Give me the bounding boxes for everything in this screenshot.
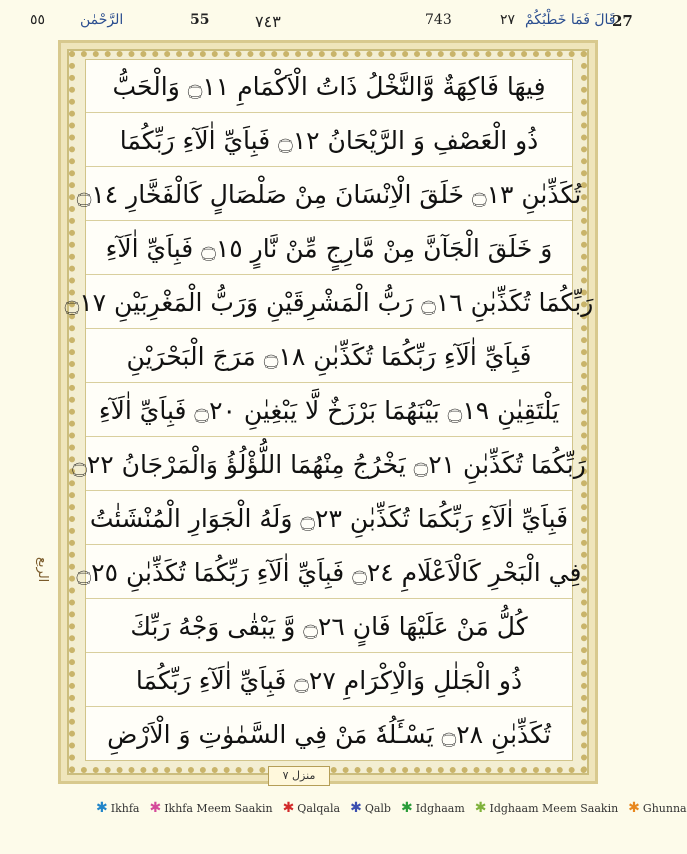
surah-number: 55 xyxy=(190,12,210,28)
manzil-label: منزل ٧ xyxy=(268,766,330,786)
quran-line-6: فَبِاَيِّ اٰلَآءِ رَبِّكُمَا تُكَذِّبٰنِ ۝١٨ مَرَجَ الْبَحْرَيْنِ xyxy=(86,330,572,383)
legend-label: Ikhfa xyxy=(110,801,140,815)
quran-line-5: رَبِّكُمَا تُكَذِّبٰنِ ۝١٦ رَبُّ الْمَشْرِقَيْنِ وَرَبُّ الْمَغْرِبَيْنِ ۝١٧ xyxy=(86,276,572,329)
asterisk-icon: ✱ xyxy=(400,800,413,816)
legend-item-qalqala xyxy=(283,801,341,815)
surah-name: الرَّحْمٰن xyxy=(80,12,124,28)
legend-item-ikhfa xyxy=(96,801,139,815)
juz-number-arabic: ٢٧ xyxy=(500,12,516,28)
legend-label: Ghunna xyxy=(642,801,687,815)
legend-item-idghaam-meem-saakin xyxy=(475,801,618,815)
quran-line-11: كُلُّ مَنْ عَلَيْهَا فَانٍ ۝٢٦ وَّ يَبْقٰى وَجْهُ رَبِّكَ xyxy=(86,600,572,653)
legend-label: Qalqala xyxy=(297,801,341,815)
surah-number-arabic: ٥٥ xyxy=(30,12,46,28)
page-number-arabic: ٧٤٣ xyxy=(255,12,281,31)
quran-line-3: تُكَذِّبٰنِ ۝١٣ خَلَقَ الْاِنْسَانَ مِنْ صَلْصَالٍ كَالْفَخَّارِ ۝١٤ xyxy=(86,168,572,221)
juz-number: 27 xyxy=(612,12,633,30)
asterisk-icon: ✱ xyxy=(282,800,295,816)
quran-line-12: ذُو الْجَلٰلِ وَالْاِكْرَامِ ۝٢٧ فَبِاَيِّ اٰلَآءِ رَبِّكُمَا xyxy=(86,654,572,707)
legend-label: Idghaam xyxy=(415,801,465,815)
ruku-marker: الربع xyxy=(35,557,50,583)
quran-line-10: فِي الْبَحْرِ كَالْاَعْلَامِ ۝٢٤ فَبِاَيِّ اٰلَآءِ رَبِّكُمَا تُكَذِّبٰنِ ۝٢٥ xyxy=(86,546,572,599)
quran-line-9: فَبِاَيِّ اٰلَآءِ رَبِّكُمَا تُكَذِّبٰنِ ۝٢٣ وَلَهُ الْجَوَارِ الْمُنْشَئٰتُ xyxy=(86,492,572,545)
juz-name: قَالَ فَمَا خَطْبُكُمْ xyxy=(525,12,616,28)
page-frame xyxy=(58,40,598,784)
quran-line-7: يَلْتَقِيٰنِ ۝١٩ بَيْنَهُمَا بَرْزَخٌ لَّا يَبْغِيٰنِ ۝٢٠ فَبِاَيِّ اٰلَآءِ xyxy=(86,384,572,437)
quran-line-13: تُكَذِّبٰنِ ۝٢٨ يَسْـَٔلُهٗ مَنْ فِي السَّمٰوٰتِ وَ الْاَرْضِ xyxy=(107,719,551,749)
quran-line-4: وَ خَلَقَ الْجَآنَّ مِنْ مَّارِجٍ مِّنْ نَّارٍ ۝١٥ فَبِاَيِّ اٰلَآءِ xyxy=(86,222,572,275)
asterisk-icon: ✱ xyxy=(474,800,487,816)
asterisk-icon: ✱ xyxy=(96,800,108,816)
legend-label: Qalb xyxy=(364,801,391,815)
legend-item-ghunna xyxy=(628,801,686,815)
page-number: 743 xyxy=(425,12,452,28)
asterisk-icon: ✱ xyxy=(350,800,362,816)
legend-label: Ikhfa Meem Saakin xyxy=(164,801,273,815)
asterisk-icon: ✱ xyxy=(628,800,640,816)
quran-line-1: فِيهَا فَاكِهَةٌ وَّالنَّخْلُ ذَاتُ الْاَكْمَامِ ۝١١ وَالْحَبُّ xyxy=(86,60,572,113)
asterisk-icon: ✱ xyxy=(149,800,162,816)
legend-item-ikhfa-meem-saakin xyxy=(149,801,272,815)
quran-text-area xyxy=(64,59,594,761)
tajweed-legend xyxy=(96,798,687,818)
quran-line-2: ذُو الْعَصْفِ وَ الرَّيْحَانُ ۝١٢ فَبِاَيِّ اٰلَآءِ رَبِّكُمَا xyxy=(86,114,572,167)
legend-item-qalb xyxy=(350,801,391,815)
legend-label: Idghaam Meem Saakin xyxy=(489,801,619,815)
legend-item-idghaam xyxy=(401,801,465,815)
page-header xyxy=(20,8,633,38)
quran-line-8: رَبِّكُمَا تُكَذِّبٰنِ ۝٢١ يَخْرُجُ مِنْهُمَا اللُّؤْلُؤُ وَالْمَرْجَانُ ۝٢٢ xyxy=(86,438,572,491)
